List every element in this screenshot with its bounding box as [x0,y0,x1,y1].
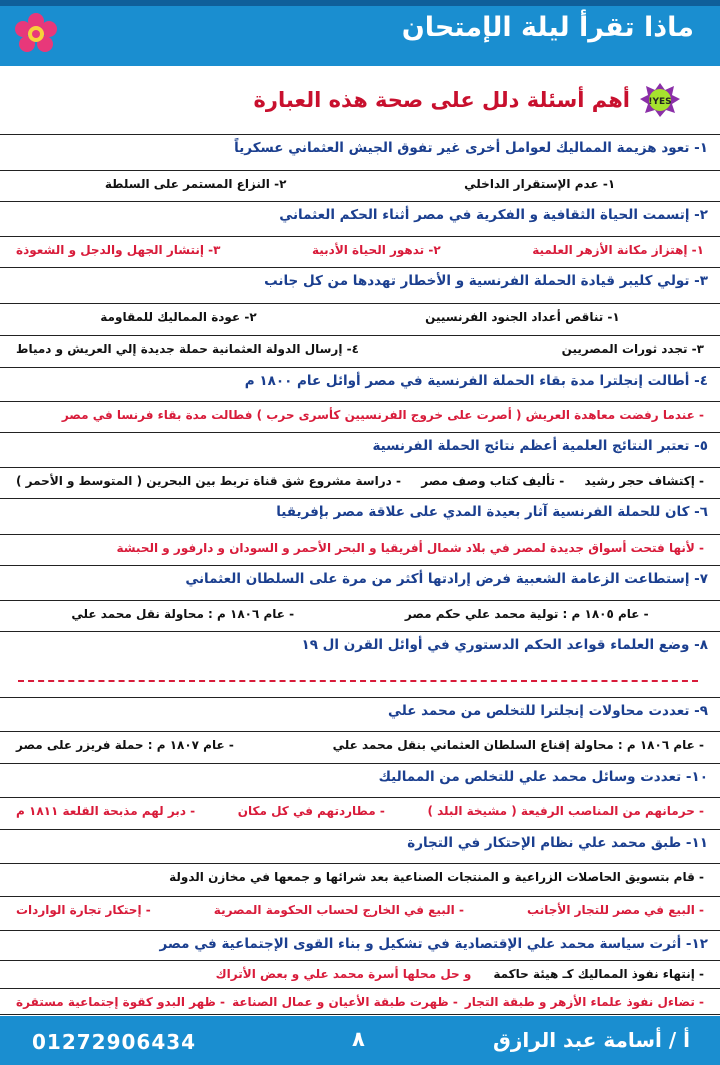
answer-point: ٢- تدهور الحياة الأدبية [311,243,441,257]
question-text: ٩- تعددت محاولات إنجلترا للتخلص من محمد علي [388,703,708,719]
answer-line [0,236,720,263]
answer-point: - مطاردتهم في كل مكان [237,804,385,818]
footer-phone: 01272906434 [32,1030,197,1054]
question-row [0,829,720,856]
answer-point: - البيع في مصر للتجار الأجانب [527,903,704,917]
question-text: ٢- إتسمت الحياة الثقافية و الفكرية في مصر أثناء الحكم العثماني [279,207,708,223]
answer-point: - ظهرت طبقة الأعيان و عمال الصناعة [232,995,458,1009]
answer-line [0,863,720,890]
answer-point: - دراسة مشروع شق قناة تربط بين البحرين ( المتوسط و الأحمر ) [16,474,401,488]
question-row [0,498,720,525]
question-text: ٥- تعتبر النتائج العلمية أعظم نتائج الحملة الفرنسية [372,438,708,454]
page-number: ٨ [352,1027,365,1051]
subtitle-row [253,82,680,118]
question-text: ٧- إستطاعت الزعامة الشعبية فرض إرادتها أكثر من مرة على السلطان العثماني [185,571,708,587]
question-text: ٤- أطالت إنجلترا مدة بقاء الحملة الفرنسية في مصر أوائل عام ١٨٠٠ م [244,373,708,389]
answer-line [0,731,720,758]
question-text: ١٠- تعددت وسائل محمد علي للتخلص من المماليك [378,769,708,785]
answer-line [0,303,720,330]
header-strip [0,0,720,6]
answer-line [0,600,720,627]
question-row [0,432,720,459]
question-text: ١٢- أثرت سياسة محمد علي الإقتصادية في تشكيل و بناء القوى الإجتماعية في مصر [159,936,708,952]
footer-author: أ / أسامة عبد الرازق [493,1028,690,1052]
answer-point: ٣- تجدد ثورات المصريين [561,342,704,356]
answer-point: - ظهر البدو كقوة إجتماعية مستقرة [16,995,226,1009]
answer-line [0,467,720,494]
question-row [0,565,720,592]
answer-line [0,960,720,987]
answer-point: ٤- إرسال الدولة العثمانية حملة جديدة إلي العريش و دمياط [16,342,359,356]
yes-badge-icon [640,82,680,118]
answer-point: - عندما رفضت معاهدة العريش ( أصرت على خروج الفرنسيين كأسرى حرب ) فطالت مدة بقاء فرنسا في مصر [61,408,704,422]
answer-point: و حل محلها أسرة محمد علي و بعض الأتراك [215,967,472,981]
answer-line [0,896,720,923]
question-text: ٣- تولي كليبر قيادة الحملة الفرنسية و الأخطار تهددها من كل جانب [264,273,708,289]
answer-point: - إنتهاء نفوذ المماليك كـ هيئة حاكمة [493,967,704,981]
answer-point: - حرمانهم من المناصب الرفيعة ( مشيخة البلد ) [427,804,704,818]
answer-point: - دبر لهم مذبحة القلعة ١٨١١ م [16,804,196,818]
answer-point: ١- عدم الإستقرار الداخلي [464,177,616,191]
question-row [0,267,720,294]
bottom-rule [0,1014,720,1015]
answer-line [0,335,720,362]
question-row [0,201,720,228]
question-row [0,631,720,658]
answer-line [0,797,720,824]
question-row [0,697,720,724]
answer-line [0,401,720,428]
answer-point: ١- تناقص أعداد الجنود الفرنسيين [425,310,620,324]
flower-icon [14,12,58,56]
answer-point: - البيع في الخارج لحساب الحكومة المصرية [213,903,464,917]
answer-point: - عام ١٨٠٧ م : حملة فريزر على مصر [16,738,234,752]
page-title: ماذا تقرأ ليلة الإمتحان [401,12,694,43]
subtitle: أهم أسئلة دلل على صحة هذه العبارة [253,88,630,112]
answer-point: - لأنها فتحت أسواق جديدة لمصر في بلاد شمال أفريقيا و البحر الأحمر و السودان و دارفور و الحبشة [116,541,704,555]
question-text: ٨- وضع العلماء قواعد الحكم الدستوري في أوائل القرن ال ١٩ [301,637,708,653]
question-text: ٦- كان للحملة الفرنسية آثار بعيدة المدي على علاقة مصر بإفريقيا [276,504,708,520]
question-row [0,367,720,394]
question-row [0,763,720,790]
answer-point: - تضاءل نفوذ علماء الأزهر و طبقة التجار [464,995,704,1009]
answer-line [0,170,720,197]
answer-line [0,534,720,561]
yes-badge-text: YES! [648,97,672,107]
answer-point: - إكتشاف حجر رشيد [584,474,704,488]
question-row [0,930,720,957]
dashed-separator [18,680,698,682]
answer-point: - عام ١٨٠٦ م : محاولة إقناع السلطان العثماني بنقل محمد علي [332,738,704,752]
answer-point: ٣- إنتشار الجهل والدجل و الشعوذة [16,243,221,257]
question-text: ١١- طبق محمد علي نظام الإحتكار في التجارة [407,835,708,851]
answer-point: - عام ١٨٠٥ م : تولية محمد علي حكم مصر [404,607,649,621]
answer-point: - قام بتسويق الحاصلات الزراعية و المنتجات الصناعية بعد شرائها و جمعها في مخازن الدولة [169,870,704,884]
answer-point: - عام ١٨٠٦ م : محاولة نقل محمد علي [71,607,295,621]
question-row [0,134,720,161]
answer-line [0,988,720,1015]
answer-point: ١- إهتزاز مكانة الأزهر العلمية [532,243,704,257]
question-text: ١- تعود هزيمة المماليك لعوامل أخرى غير تفوق الجيش العثماني عسكرياً [234,140,708,156]
answer-point: - إحتكار تجارة الواردات [16,903,151,917]
answer-point: ٢- النزاع المستمر على السلطة [104,177,287,191]
answer-point: ٢- عودة المماليك للمقاومة [100,310,257,324]
answer-point: - تأليف كتاب وصف مصر [421,474,565,488]
